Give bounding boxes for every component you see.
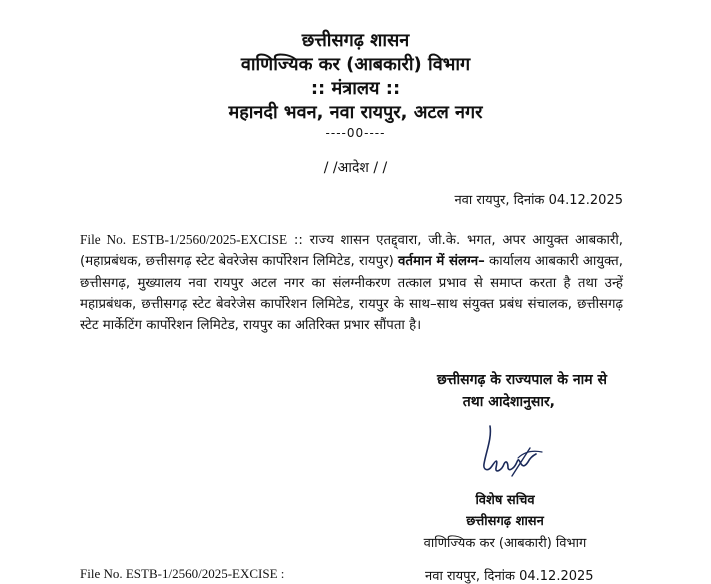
signatory-org: छत्तीसगढ़ शासन xyxy=(466,514,544,529)
header-address: महानदी भवन, नवा रायपुर, अटल नगर xyxy=(228,102,483,123)
body-part-2: कार्यालय आबकारी आयुक्त, छत्तीसगढ़, मुख्यालय नवा रायपुर अटल नगर का संलग्नीकरण तत्काल प्रभाव से समाप्त करता है तथा उन्हें महाप्रबंधक, छत्तीसगढ़ स्टेट बेवरेजेस कार्पोरेशन लिमिटेड, रायपुर के साथ–साथ संयुक्त प्रबंध संचालक, छत्तीसगढ़ स्टेट मार्केटिंग कार्पोरेशन लिमिटेड, रायपुर का अतिरिक्त प्रभार सौंपता है। xyxy=(80,254,623,334)
header-separator: ----00---- xyxy=(325,126,386,140)
order-title: / /आदेश / / xyxy=(323,160,388,176)
date-value: 04.12.2025 xyxy=(548,193,623,208)
order-body xyxy=(80,229,623,336)
footer-date: नवा रायपुर, दिनांक 04.12.2025 xyxy=(425,569,594,584)
footer-file-number: File No. ESTB-1/2560/2025-EXCISE : xyxy=(80,566,285,581)
governor-line-2: तथा आदेशानुसार, xyxy=(462,394,555,410)
header-department: वाणिज्यिक कर (आबकारी) विभाग xyxy=(240,54,471,75)
governor-line-1: छत्तीसगढ़ के राज्यपाल के नाम से xyxy=(437,372,607,388)
body-bold-phrase: वर्तमान में संलग्न– xyxy=(398,254,485,270)
date-place: नवा रायपुर, दिनांक xyxy=(454,193,545,208)
file-number: File No. ESTB-1/2560/2025-EXCISE xyxy=(80,232,288,247)
header-government: छत्तीसगढ़ शासन xyxy=(301,30,410,51)
date-line xyxy=(454,190,623,208)
handwritten-signature xyxy=(472,418,552,488)
header-mantralaya: :: मंत्रालय :: xyxy=(310,78,401,99)
body-part-1: :: राज्य शासन एतद्द्वारा, जी.के. भगत, अपर आयुक्त आबकारी, (महाप्रबंधक, छत्तीसगढ़ स्टेट बेवरेजेस कार्पोरेशन लिमिटेड, रायपुर) xyxy=(80,233,623,270)
signatory-dept: वाणिज्यिक कर (आबकारी) विभाग xyxy=(423,536,587,551)
signatory-title: विशेष सचिव xyxy=(475,493,535,508)
